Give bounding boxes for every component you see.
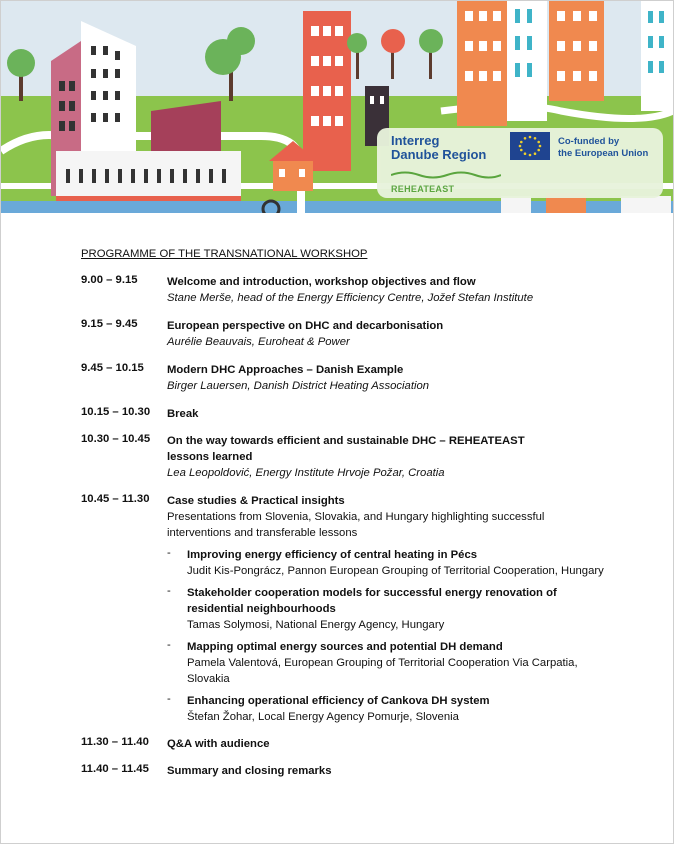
agenda-item xyxy=(81,763,611,779)
agenda-time: 10.30 – 10.45 xyxy=(81,433,151,445)
agenda-time: 9.15 – 9.45 xyxy=(81,318,138,330)
agenda-title: Modern DHC Approaches – Danish Example xyxy=(167,364,404,376)
sub-item-title: Improving energy efficiency of central heating in Pécs xyxy=(187,549,478,561)
agenda-speaker: Stane Merše, head of the Energy Efficiency Centre, Jožef Stefan Institute xyxy=(167,292,534,304)
dash-bullet: - xyxy=(167,585,171,597)
sub-item-speaker: Pamela Valentová, European Grouping of Territorial Cooperation Via Carpatia, Slovakia xyxy=(187,657,578,685)
agenda-speaker: Birger Lauersen, Danish District Heating Association xyxy=(167,380,430,392)
sub-item-title: Mapping optimal energy sources and potential DH demand xyxy=(187,641,503,653)
agenda-item xyxy=(81,274,611,307)
sub-item xyxy=(167,585,611,633)
agenda-time: 11.30 – 11.40 xyxy=(81,736,149,748)
sub-item-title: Stakeholder cooperation models for successful energy renovation of residential neighbourhoods xyxy=(187,587,557,615)
sub-item-speaker: Tamas Solymosi, National Energy Agency, Hungary xyxy=(187,619,445,631)
danube-region-label: Danube Region xyxy=(391,147,487,162)
sub-item-speaker: Judit Kis-Pongrácz, Pannon European Grouping of Territorial Cooperation, Hungary xyxy=(187,565,604,577)
interreg-logo xyxy=(391,134,486,162)
dash-bullet: - xyxy=(167,639,171,651)
agenda-time: 10.15 – 10.30 xyxy=(81,406,151,418)
agenda-item xyxy=(81,736,611,752)
dash-bullet: - xyxy=(167,547,171,559)
agenda-item xyxy=(81,362,611,395)
interreg-label: Interreg xyxy=(391,133,440,148)
sub-item xyxy=(167,639,611,687)
agenda-title: Case studies & Practical insights xyxy=(167,495,345,507)
reheateast-wave-icon xyxy=(391,170,501,180)
agenda-item xyxy=(81,493,611,725)
sub-item-title: Enhancing operational efficiency of Cankova DH system xyxy=(187,695,490,707)
project-label: REHEATEAST xyxy=(391,184,455,194)
logo-panel xyxy=(377,128,663,198)
agenda-speaker: Aurélie Beauvais, Euroheat & Power xyxy=(167,336,350,348)
agenda-title: European perspective on DHC and decarbonisation xyxy=(167,320,444,332)
sub-item xyxy=(167,693,611,725)
agenda-time: 9.45 – 10.15 xyxy=(81,362,144,374)
eu-flag-icon xyxy=(510,132,550,160)
agenda-item xyxy=(81,406,611,422)
agenda-title: Welcome and introduction, workshop objectives and flow xyxy=(167,276,476,288)
agenda-time: 9.00 – 9.15 xyxy=(81,274,138,286)
agenda-title: Q&A with audience xyxy=(167,738,270,750)
programme-title: PROGRAMME OF THE TRANSNATIONAL WORKSHOP xyxy=(81,248,368,260)
dash-bullet: - xyxy=(167,693,171,705)
agenda-item xyxy=(81,318,611,351)
sub-item xyxy=(167,547,611,579)
agenda-item xyxy=(81,433,611,482)
agenda-description: Presentations from Slovenia, Slovakia, and Hungary highlighting successful interventions and transferable lessons xyxy=(167,511,545,539)
agenda-title: Summary and closing remarks xyxy=(167,765,332,777)
agenda-time: 11.40 – 11.45 xyxy=(81,763,149,775)
sub-item-speaker: Štefan Žohar, Local Energy Agency Pomurje, Slovenia xyxy=(187,711,459,723)
agenda-title: On the way towards efficient and sustainable DHC – REHEATEAST lessons learned xyxy=(167,435,525,463)
header-banner xyxy=(1,1,673,213)
agenda-time: 10.45 – 11.30 xyxy=(81,493,150,505)
programme xyxy=(81,248,611,790)
agenda-speaker: Lea Leopoldović, Energy Institute Hrvoje Požar, Croatia xyxy=(167,467,445,479)
eu-cofunded-label: Co-funded by the European Union xyxy=(558,136,649,159)
agenda-title: Break xyxy=(167,408,199,420)
